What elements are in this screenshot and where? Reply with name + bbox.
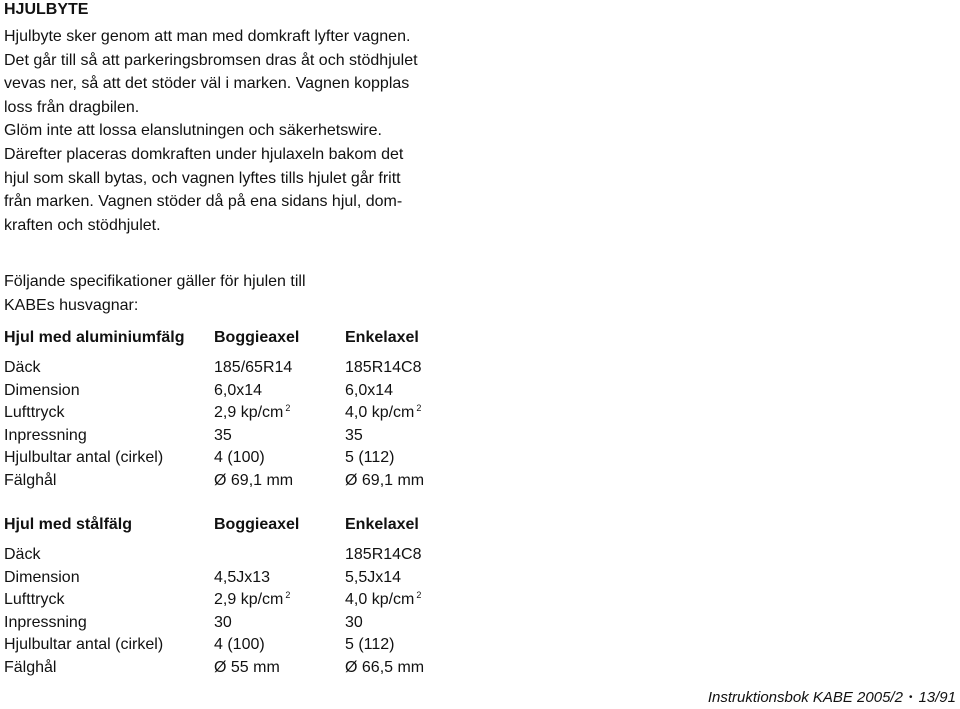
boggie-value [214, 589, 290, 613]
boggie-pressure: 2,9 kp/cm [214, 404, 284, 421]
intro-line: Det går till så att parkeringsbromsen dras åt och stödhjulet [4, 51, 418, 69]
boggie-value: 35 [214, 426, 232, 444]
row-label: Fälghål [4, 658, 57, 676]
enkel-value: 185R14C8 [345, 546, 422, 563]
enkel-pressure: 4,0 kp/cm [345, 404, 415, 421]
intro-paragraph [4, 25, 474, 143]
boggie-value: 30 [214, 613, 232, 631]
boggie-value: 4 (100) [214, 449, 265, 466]
superscript: 2 [416, 403, 422, 413]
superscript: 2 [285, 590, 291, 600]
spec-intro-line: Följande specifikationer gäller för hjulen till [4, 273, 306, 290]
row-label: Dimension [4, 381, 80, 399]
page-title: HJULBYTE [4, 1, 89, 18]
enkel-value: 6,0x14 [345, 381, 394, 399]
boggie-value: 6,0x14 [214, 381, 263, 399]
enkel-value: 35 [345, 426, 363, 444]
enkel-value: Ø 66,5 mm [345, 658, 425, 676]
row-label: Hjulbultar antal (cirkel) [4, 636, 164, 653]
header-enkel: Enkelaxel [345, 516, 419, 533]
enkel-value [345, 589, 421, 613]
boggie-pressure: 2,9 kp/cm [214, 591, 284, 608]
bullet-separator: • [908, 692, 913, 703]
superscript: 2 [285, 403, 291, 413]
header-boggie: Boggieaxel [214, 516, 300, 533]
jack-line: Därefter placeras domkraften under hjulaxeln bakom det [4, 146, 404, 163]
intro-line: Hjulbyte sker genom att man med domkraft lyfter vagnen. [4, 28, 411, 45]
jack-paragraph [4, 143, 474, 237]
page-footer [708, 689, 956, 709]
boggie-value [214, 402, 290, 426]
jack-line: hjul som skall bytas, och vagnen lyftes tills hjulet går fritt [4, 169, 401, 187]
row-label: Däck [4, 359, 41, 376]
boggie-value: 4 (100) [214, 636, 265, 653]
header-boggie: Boggieaxel [214, 329, 300, 346]
header-enkel: Enkelaxel [345, 329, 419, 346]
jack-line: från marken. Vagnen stöder då på ena sidans hjul, dom- [4, 193, 403, 210]
enkel-pressure: 4,0 kp/cm [345, 591, 415, 608]
spec-intro-paragraph [4, 270, 474, 317]
row-label: Inpressning [4, 426, 87, 444]
boggie-value: 185/65R14 [214, 359, 293, 376]
row-label: Lufttryck [4, 591, 65, 608]
intro-line: vevas ner, så att det stöder väl i marken. Vagnen kopplas [4, 75, 410, 92]
intro-line: Glöm inte att lossa elanslutningen och säkerhetswire. [4, 122, 382, 139]
intro-line: loss från dragbilen. [4, 98, 140, 116]
row-label: Dimension [4, 568, 80, 586]
enkel-value [345, 402, 421, 426]
enkel-value: 185R14C8 [345, 359, 422, 376]
row-label: Lufttryck [4, 404, 65, 421]
page-number: 13/91 [918, 689, 956, 706]
enkel-value: 5 (112) [345, 636, 395, 653]
row-label: Inpressning [4, 613, 87, 631]
enkel-value: 5,5Jx14 [345, 568, 402, 586]
boggie-value: Ø 55 mm [214, 658, 280, 676]
enkel-value: 30 [345, 613, 363, 631]
header-wheel-type: Hjul med stålfälg [4, 516, 133, 533]
superscript: 2 [416, 590, 422, 600]
row-label: Fälghål [4, 471, 57, 489]
header-wheel-type: Hjul med aluminiumfälg [4, 329, 185, 346]
row-label: Däck [4, 546, 41, 563]
boggie-value: Ø 69,1 mm [214, 471, 294, 489]
enkel-value: Ø 69,1 mm [345, 471, 425, 489]
manual-title: Instruktionsbok KABE 2005/2 [707, 689, 903, 706]
enkel-value: 5 (112) [345, 449, 395, 466]
spec-intro-line: KABEs husvagnar: [4, 296, 139, 314]
jack-line: kraften och stödhjulet. [4, 216, 161, 234]
boggie-value: 4,5Jx13 [214, 568, 271, 586]
row-label: Hjulbultar antal (cirkel) [4, 449, 164, 466]
